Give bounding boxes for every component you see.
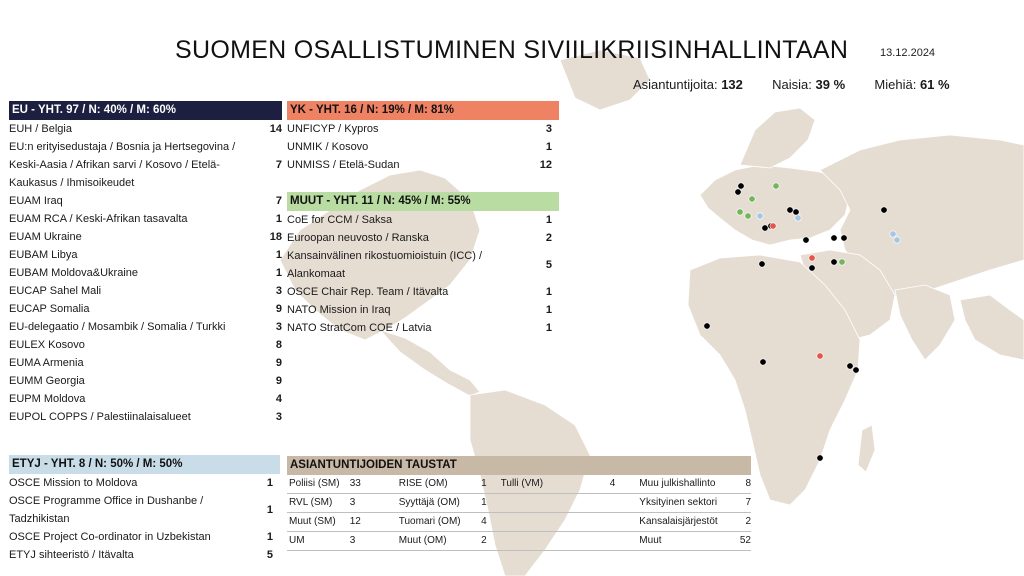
osce-row-count: 1 (266, 531, 273, 543)
un-header: YK - YHT. 16 / N: 19% / M: 81% (287, 101, 559, 120)
background-count: 2 (745, 516, 751, 527)
background-label (501, 494, 574, 512)
eu-row-count: 8 (275, 339, 282, 351)
osce-row (9, 528, 273, 546)
other-row-count: 1 (545, 214, 552, 226)
other-row (287, 247, 552, 283)
background-label: Muut (639, 535, 662, 546)
background-count: 33 (349, 478, 361, 489)
map-marker-germany (749, 196, 755, 202)
background-count (574, 513, 639, 531)
eu-row (9, 264, 282, 282)
other-rows (287, 211, 552, 337)
eu-row-label: EUAM RCA / Keski-Afrikan tasavalta (9, 213, 188, 225)
background-label: UM (289, 535, 305, 546)
other-header: MUUT - YHT. 11 / N: 45% / M: 55% (287, 192, 559, 211)
eu-row-count: 7 (275, 159, 282, 171)
other-row-count: 1 (545, 304, 552, 316)
map-marker-car (760, 359, 766, 365)
eu-row-count: 9 (275, 375, 282, 387)
background-label: Kansalaisjärjestöt (639, 516, 718, 527)
background-label: Muut (OM) (398, 535, 447, 546)
map-marker-libya (759, 261, 765, 267)
map-marker-palestine (809, 265, 815, 271)
eu-row (9, 354, 282, 372)
eu-row-label: EUCAP Somalia (9, 303, 90, 315)
map-marker-bosnia (762, 225, 768, 231)
other-row-count: 1 (545, 322, 552, 334)
report-date: 13.12.2024 (880, 47, 936, 59)
un-rows (287, 120, 552, 174)
other-row-label: Euroopan neuvosto / Ranska (287, 232, 429, 244)
eu-row-count: 1 (275, 249, 282, 261)
background-count: 7 (745, 497, 751, 508)
map-marker-netherlands (738, 183, 744, 189)
backgrounds-row (287, 494, 751, 513)
osce-row-label: OSCE Mission to Moldova (9, 477, 138, 489)
background-label: Muu julkishallinto (639, 478, 716, 489)
background-count: 12 (349, 516, 361, 527)
osce-row-label: ETYJ sihteeristö / Itävalta (9, 549, 134, 561)
eu-row (9, 210, 282, 228)
background-count (574, 532, 639, 550)
summary-stats (633, 77, 950, 92)
background-label: Yksityinen sektori (639, 497, 718, 508)
map-marker-kosovo-un (770, 223, 776, 229)
background-label: RVL (SM) (289, 497, 333, 508)
eu-row (9, 120, 282, 138)
map-marker-belgium (735, 189, 741, 195)
background-count: 4 (481, 516, 487, 527)
eu-row-label: EUH / Belgia (9, 123, 72, 135)
eu-row (9, 192, 282, 210)
eu-row-count: 9 (275, 303, 282, 315)
other-row-label: NATO StratCom COE / Latvia (287, 322, 432, 334)
backgrounds-row (287, 532, 751, 551)
background-count: 3 (349, 497, 356, 508)
eu-row-count: 1 (275, 267, 282, 279)
background-label (501, 532, 574, 550)
map-marker-ukraine (787, 207, 793, 213)
eu-row-count: 7 (275, 195, 282, 207)
other-row-label: Kansainvälinen rikostuomioistuin (ICC) / Alankomaat (287, 250, 483, 280)
eu-row (9, 138, 282, 192)
background-count (574, 494, 639, 512)
eu-row (9, 390, 282, 408)
un-row-count: 12 (539, 159, 552, 171)
map-marker-turkey (803, 237, 809, 243)
backgrounds-header: ASIANTUNTIJOIDEN TAUSTAT (287, 456, 751, 475)
eu-row-label: EUAM Iraq (9, 195, 63, 207)
background-label: Muut (SM) (289, 516, 336, 527)
osce-header: ETYJ - YHT. 8 / N: 50% / M: 50% (9, 455, 280, 474)
background-label (501, 513, 574, 531)
map-marker-central-asia (881, 207, 887, 213)
eu-row (9, 282, 282, 300)
background-label: Syyttäjä (OM) (398, 497, 460, 508)
eu-row (9, 246, 282, 264)
eu-row-label: EUBAM Libya (9, 249, 78, 261)
un-row (287, 156, 552, 174)
map-marker-mali (704, 323, 710, 329)
map-marker-armenia (841, 235, 847, 241)
eu-row-count: 9 (275, 357, 282, 369)
background-count: 3 (349, 535, 356, 546)
other-row-label: NATO Mission in Iraq (287, 304, 391, 316)
background-count: 4 (609, 478, 616, 489)
eu-row-count: 3 (275, 285, 282, 297)
un-row-count: 1 (545, 141, 552, 153)
eu-row-count: 1 (275, 213, 282, 225)
eu-row-label: EUAM Ukraine (9, 231, 82, 243)
eu-row-label: EU-delegaatio / Mosambik / Somalia / Turkki (9, 321, 226, 333)
eu-row-count: 3 (275, 321, 282, 333)
map-marker-uzbekistan (890, 231, 896, 237)
women-value: 39 % (815, 77, 846, 92)
other-row-label: OSCE Chair Rep. Team / Itävalta (287, 286, 449, 298)
map-marker-tajikistan (894, 237, 900, 243)
un-row-label: UNMIK / Kosovo (287, 141, 369, 153)
eu-row-count: 3 (275, 411, 282, 423)
backgrounds-row (287, 513, 751, 532)
map-marker-iraq (831, 259, 837, 265)
other-row (287, 283, 552, 301)
experts-value: 132 (721, 77, 743, 92)
women-label: Naisia: (772, 77, 812, 92)
other-row-label: CoE for CCM / Saksa (287, 214, 393, 226)
osce-row-label: OSCE Programme Office in Dushanbe / Tadzhikistan (9, 495, 204, 525)
map-marker-georgia (831, 235, 837, 241)
osce-row-label: OSCE Project Co-ordinator in Uzbekistan (9, 531, 211, 543)
men-label: Miehiä: (874, 77, 917, 92)
eu-row (9, 336, 282, 354)
un-row-label: UNFICYP / Kypros (287, 123, 379, 135)
background-label: RISE (OM) (398, 478, 448, 489)
eu-row-label: EUMM Georgia (9, 375, 85, 387)
osce-row-count: 1 (266, 504, 273, 516)
background-count: 1 (481, 478, 487, 489)
osce-row (9, 474, 273, 492)
eu-row-label: EUCAP Sahel Mali (9, 285, 102, 297)
eu-rows (9, 120, 282, 426)
eu-row-label: EU:n erityisedustaja / Bosnia ja Hertsegovina / Keski-Aasia / Afrikan sarvi / Kosovo / Etelä- Kaukasus / Ihmisoikeudet (9, 141, 236, 189)
eu-row-label: EUPOL COPPS / Palestiinalaisalueet (9, 411, 191, 423)
eu-row (9, 372, 282, 390)
map-marker-horn-of-africa (847, 363, 853, 369)
other-row (287, 319, 552, 337)
eu-row-label: EUBAM Moldova&Ukraine (9, 267, 138, 279)
osce-row-count: 1 (266, 477, 273, 489)
map-marker-moldova (793, 209, 799, 215)
eu-row-label: EUMA Armenia (9, 357, 84, 369)
backgrounds-table (287, 456, 751, 551)
other-row-count: 5 (545, 259, 552, 271)
background-count: 8 (745, 478, 751, 489)
eu-header: EU - YHT. 97 / N: 40% / M: 60% (9, 101, 282, 120)
experts-label: Asiantuntijoita: (633, 77, 718, 92)
backgrounds-row (287, 475, 751, 494)
map-marker-iraq-nato (839, 259, 845, 265)
osce-row (9, 546, 273, 564)
osce-missions-panel (9, 455, 273, 564)
map-marker-france (737, 209, 743, 215)
other-row (287, 301, 552, 319)
eu-row (9, 300, 282, 318)
eu-row-count: 14 (269, 123, 282, 135)
other-row-count: 2 (545, 232, 552, 244)
map-marker-somalia (853, 367, 859, 373)
other-row-count: 1 (545, 286, 552, 298)
un-missions-panel (287, 101, 552, 174)
eu-row-count: 18 (269, 231, 282, 243)
un-row-label: UNMISS / Etelä-Sudan (287, 159, 400, 171)
un-row (287, 120, 552, 138)
eu-row (9, 408, 282, 426)
background-label: Tulli (VM) (500, 478, 544, 489)
osce-row-count: 5 (266, 549, 273, 561)
background-label: Poliisi (SM) (289, 478, 340, 489)
map-marker-latvia (773, 183, 779, 189)
other-row (287, 229, 552, 247)
men-value: 61 % (919, 77, 950, 92)
eu-missions-panel (9, 101, 282, 426)
eu-row (9, 318, 282, 336)
eu-row (9, 228, 282, 246)
other-row (287, 211, 552, 229)
page-title: SUOMEN OSALLISTUMINEN SIVIILIKRIISINHALLINTAAN (175, 36, 849, 64)
background-label: Tuomari (OM) (398, 516, 461, 527)
map-marker-austria-2 (745, 213, 751, 219)
backgrounds-rows (287, 475, 751, 551)
map-marker-austria-osce (757, 213, 763, 219)
eu-row-count: 4 (275, 393, 282, 405)
map-marker-moldova-osce (795, 215, 801, 221)
osce-row (9, 492, 273, 528)
other-missions-panel (287, 192, 552, 337)
osce-rows (9, 474, 273, 564)
map-marker-cyprus (809, 255, 815, 261)
map-marker-mozambique (817, 455, 823, 461)
map-marker-south-sudan (817, 353, 823, 359)
un-row (287, 138, 552, 156)
un-row-count: 3 (545, 123, 552, 135)
background-count: 52 (739, 535, 751, 546)
background-count: 2 (481, 535, 487, 546)
background-count: 1 (481, 497, 487, 508)
eu-row-label: EULEX Kosovo (9, 339, 85, 351)
eu-row-label: EUPM Moldova (9, 393, 86, 405)
